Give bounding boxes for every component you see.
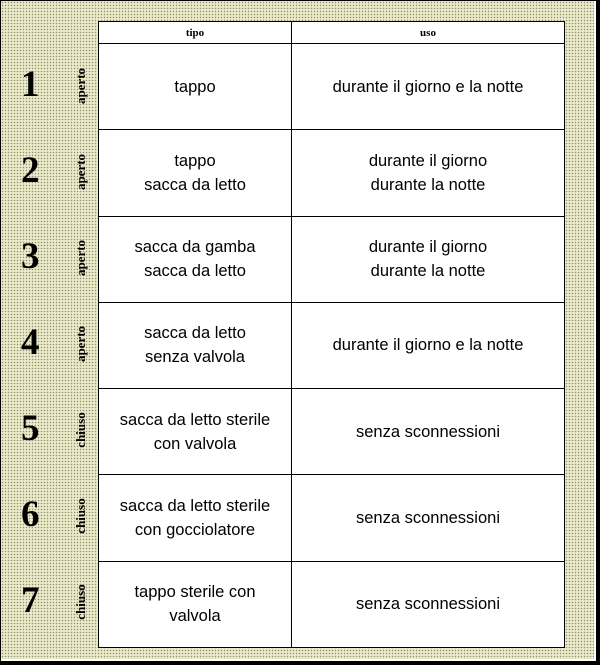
header-tipo: tipo xyxy=(99,22,292,44)
cell-uso xyxy=(292,302,565,388)
data-table xyxy=(98,21,565,648)
table-row xyxy=(99,216,565,302)
tipo-line: tappo sterile con xyxy=(134,583,256,602)
tipo-line: sacca da letto sterile xyxy=(119,410,271,429)
table-row xyxy=(99,302,565,388)
row-number: 1 xyxy=(21,64,40,105)
table-row xyxy=(99,389,565,475)
cell-uso xyxy=(292,130,565,216)
table-row xyxy=(99,130,565,216)
uso-line: durante il giorno e la notte xyxy=(332,77,524,96)
tipo-line: senza valvola xyxy=(145,348,245,367)
row-label xyxy=(1,473,98,559)
tipo-line: sacca da gamba xyxy=(134,238,256,257)
uso-line: senza sconnessioni xyxy=(355,422,500,441)
tipo-line: sacca da letto xyxy=(144,262,246,281)
table-row xyxy=(99,44,565,130)
row-label xyxy=(1,129,98,215)
uso-line: durante il giorno xyxy=(368,151,488,170)
row-label xyxy=(1,215,98,301)
table-row xyxy=(99,561,565,647)
cell-tipo xyxy=(99,302,292,388)
cell-uso xyxy=(292,475,565,561)
uso-line: durante il giorno e la notte xyxy=(332,336,524,355)
header-uso: uso xyxy=(292,22,565,44)
uso-line: senza sconnessioni xyxy=(355,509,500,528)
row-state-text: chiuso xyxy=(73,412,88,448)
row-state-text: aperto xyxy=(73,153,88,191)
tipo-line: sacca da letto xyxy=(144,324,246,343)
uso-line: durante il giorno xyxy=(368,238,488,257)
uso-line: durante la notte xyxy=(370,262,486,281)
tipo-line: con valvola xyxy=(153,434,237,453)
row-number: 3 xyxy=(21,236,40,277)
row-label xyxy=(1,387,98,473)
cell-uso xyxy=(292,44,565,130)
row-state-text: chiuso xyxy=(73,498,88,534)
row-number: 7 xyxy=(21,580,40,621)
page-frame xyxy=(1,1,596,661)
tipo-line: con gocciolatore xyxy=(134,521,256,540)
cell-tipo xyxy=(99,389,292,475)
tipo-line: sacca da letto sterile xyxy=(119,497,271,516)
row-number: 2 xyxy=(21,150,40,191)
cell-uso xyxy=(292,389,565,475)
cell-tipo xyxy=(99,216,292,302)
cell-tipo xyxy=(99,561,292,647)
uso-line: durante la notte xyxy=(370,175,486,194)
row-number: 4 xyxy=(21,322,40,363)
cell-tipo xyxy=(99,44,292,130)
row-state-text: aperto xyxy=(73,325,88,363)
row-number: 6 xyxy=(21,494,40,535)
tipo-line: tappo xyxy=(174,77,216,96)
cell-uso xyxy=(292,216,565,302)
table-row xyxy=(99,475,565,561)
header-row xyxy=(99,22,565,44)
cell-tipo xyxy=(99,130,292,216)
row-label xyxy=(1,559,98,645)
tipo-line: tappo xyxy=(174,151,216,170)
row-label xyxy=(1,301,98,387)
tipo-line: valvola xyxy=(169,607,221,626)
cell-tipo xyxy=(99,475,292,561)
row-state-text: aperto xyxy=(73,67,88,105)
cell-uso xyxy=(292,561,565,647)
row-state-text: aperto xyxy=(73,239,88,277)
row-number: 5 xyxy=(21,408,40,449)
tipo-line: sacca da letto xyxy=(144,175,246,194)
uso-line: senza sconnessioni xyxy=(355,595,500,614)
row-label xyxy=(1,43,98,129)
row-state-text: chiuso xyxy=(73,584,88,620)
